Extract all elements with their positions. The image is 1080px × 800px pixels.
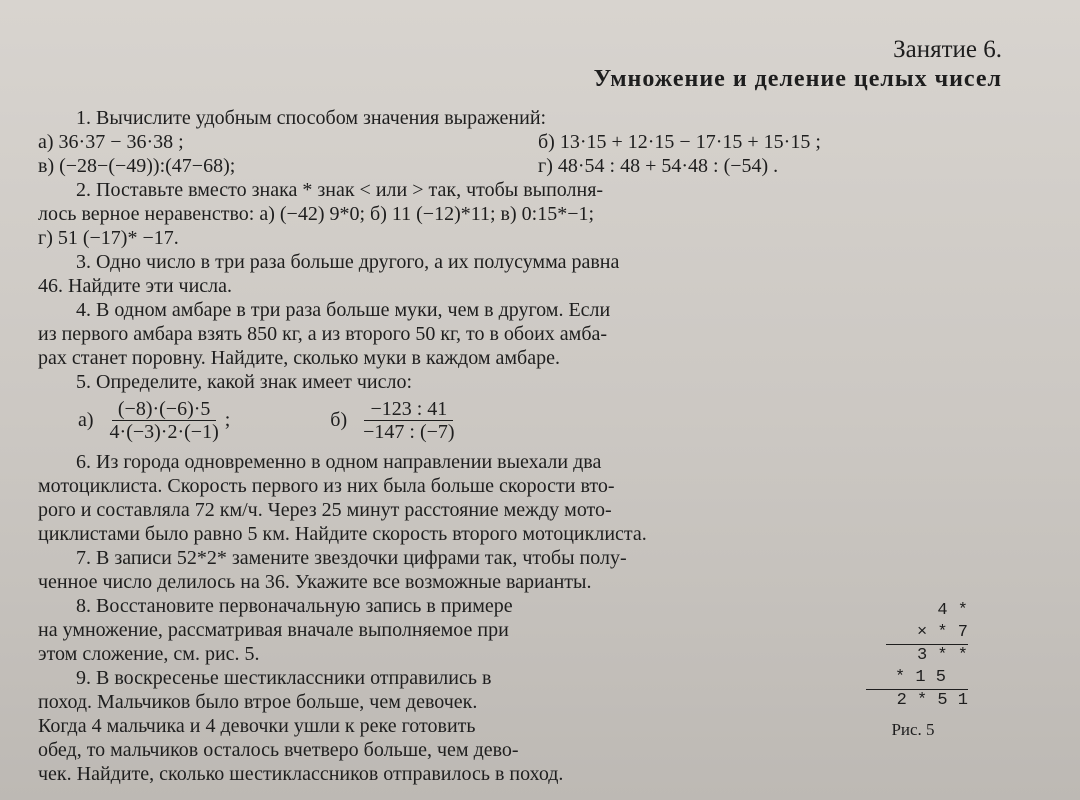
task-4-line-1: 4. В одном амбаре в три раза больше муки, чем в другом. Если xyxy=(76,299,611,321)
task-8-block xyxy=(38,594,818,786)
task-9-line-4: обед, то мальчиков осталось вчетверо больше, чем дево- xyxy=(38,739,519,761)
task-5-a-end: ; xyxy=(224,409,231,431)
task-8-line-3: этом сложение, см. рис. 5. xyxy=(38,643,260,665)
task-9-line-1: 9. В воскресенье шестиклассники отправились в xyxy=(76,667,492,689)
task-5-a-numerator: (−8)·(−6)·5 xyxy=(112,398,217,421)
task-1-text: 1. Вычислите удобным способом значения выражений: xyxy=(76,107,547,129)
task-4-line-2: из первого амбара взять 850 кг, а из второго 50 кг, то в обоих амба- xyxy=(38,323,608,345)
lesson-number: Занятие 6. xyxy=(893,36,1002,63)
task-5-b-fraction xyxy=(357,398,460,443)
task-1-row-2 xyxy=(38,154,1000,178)
task-1-d: г) 48·54 : 48 + 54·48 : (−54) . xyxy=(538,155,779,177)
task-5-a-label: а) xyxy=(78,409,94,431)
task-6-line-2: мотоциклиста. Скорость первого из них была больше скорости вто- xyxy=(38,475,615,497)
task-9-line-3: Когда 4 мальчика и 4 девочки ушли к реке готовить xyxy=(38,715,476,737)
task-9-line-5: чек. Найдите, сколько шестиклассников отправилось в поход. xyxy=(38,763,564,785)
task-7-line-1: 7. В записи 52*2* замените звездочки цифрами так, чтобы полу- xyxy=(76,547,627,569)
task-8-line-1: 8. Восстановите первоначальную запись в примере xyxy=(76,595,513,617)
task-3-line-2: 46. Найдите эти числа. xyxy=(38,275,233,297)
task-5-b-label: б) xyxy=(330,409,348,431)
page-header xyxy=(594,36,1002,94)
figure-row-5: 2 * 5 1 xyxy=(896,691,968,710)
exercises xyxy=(38,106,1000,786)
task-5-text: 5. Определите, какой знак имеет число: xyxy=(76,371,413,393)
task-3-line-1: 3. Одно число в три раза больше другого, а их полусумма равна xyxy=(76,251,620,273)
task-8-line-2: на умножение, рассматривая вначале выполняемое при xyxy=(38,619,509,641)
task-1-b: б) 13·15 + 12·15 − 17·15 + 15·15 ; xyxy=(538,131,821,153)
task-9-line-2: поход. Мальчиков было втрое больше, чем девочек. xyxy=(38,691,478,713)
task-5-b-numerator: −123 : 41 xyxy=(364,398,453,421)
task-6-line-1: 6. Из города одновременно в одном направлении выехали два xyxy=(76,451,602,473)
task-5-fractions xyxy=(38,396,1000,444)
task-4-line-3: рах станет поровну. Найдите, сколько муки в каждом амбаре. xyxy=(38,347,560,369)
figure-caption: Рис. 5 xyxy=(891,720,935,739)
task-6-line-4: циклистами было равно 5 км. Найдите скорость второго мотоциклиста. xyxy=(38,523,647,545)
figure-row-1: 4 * xyxy=(937,601,968,620)
task-2-line-3: г) 51 (−17)* −17. xyxy=(38,227,179,249)
figure-5-multiplication xyxy=(858,600,968,740)
task-1-a: а) 36·37 − 36·38 ; xyxy=(38,131,184,153)
task-2-line-1: 2. Поставьте вместо знака * знак < или > так, чтобы выполня- xyxy=(76,179,604,201)
task-5-b-denominator: −147 : (−7) xyxy=(363,420,455,443)
figure-row-2: × * 7 xyxy=(916,623,968,642)
task-5-a-denominator: 4·(−3)·2·(−1) xyxy=(109,420,219,443)
task-7-line-2: ченное число делилось на 36. Укажите все возможные варианты. xyxy=(38,571,592,593)
task-6-line-3: рого и составляла 72 км/ч. Через 25 минут расстояние между мото- xyxy=(38,499,612,521)
task-1-row-1 xyxy=(38,130,1000,154)
figure-row-3: 3 * * xyxy=(916,646,968,665)
figure-row-4: * 1 5 xyxy=(894,668,946,687)
task-1-c: в) (−28−(−49)):(47−68); xyxy=(38,155,236,177)
lesson-topic: Умножение и деление целых чисел xyxy=(593,66,1002,92)
task-5-a-fraction xyxy=(104,398,225,443)
task-2-line-2: лось верное неравенство: а) (−42) 9*0; б) 11 (−12)*11; в) 0:15*−1; xyxy=(38,203,595,225)
